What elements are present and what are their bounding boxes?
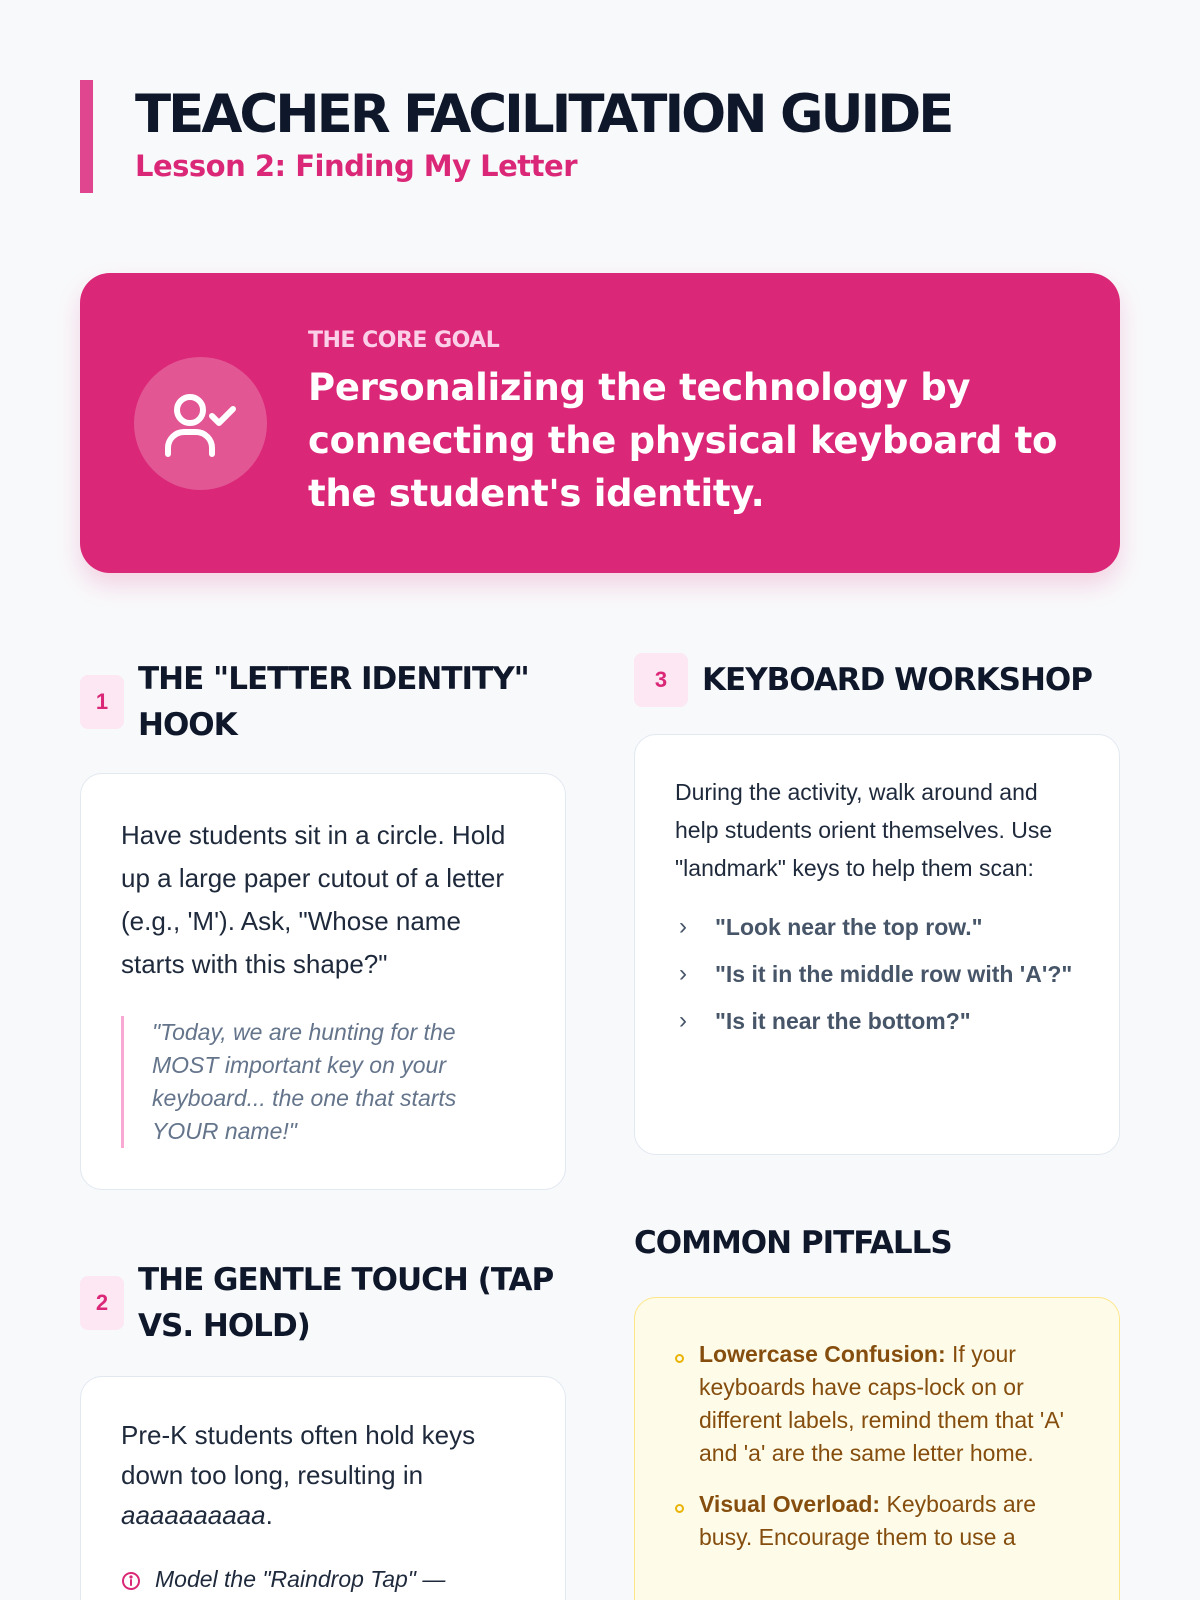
section-1-header bbox=[80, 656, 570, 748]
list-item bbox=[675, 1005, 1079, 1037]
core-goal-label: THE CORE GOAL bbox=[308, 328, 500, 353]
user-check-icon bbox=[134, 357, 267, 490]
bullet-icon bbox=[675, 1488, 699, 1554]
pitfall-item bbox=[675, 1338, 1079, 1470]
body-suffix: . bbox=[265, 1500, 273, 1530]
section-quote: "Today, we are hunting for the MOST important key on your keyboard... the one that starts YOUR name!" bbox=[121, 1016, 525, 1148]
section-number-badge: 3 bbox=[634, 653, 688, 707]
core-goal-text: Personalizing the technology by connecting the physical keyboard to the student's identity. bbox=[308, 366, 1058, 515]
landmark-text: "Is it in the middle row with 'A'?" bbox=[715, 961, 1073, 987]
pitfall-item bbox=[675, 1488, 1079, 1554]
bullet-icon bbox=[675, 1338, 699, 1470]
list-item bbox=[675, 958, 1079, 990]
section-body: Have students sit in a circle. Hold up a large paper cutout of a letter (e.g., 'M'). Ask, "Whose name starts with this shape?" bbox=[121, 820, 506, 979]
landmark-text: "Look near the top row." bbox=[715, 914, 983, 940]
section-title: THE "LETTER IDENTITY" HOOK bbox=[138, 661, 529, 743]
section-3-card bbox=[634, 734, 1120, 1155]
section-3-header bbox=[634, 653, 1134, 707]
page-subtitle: Lesson 2: Finding My Letter bbox=[135, 149, 578, 183]
pitfalls-card bbox=[634, 1297, 1120, 1600]
info-circle-icon bbox=[121, 1563, 155, 1599]
pitfall-label: Visual Overload: bbox=[699, 1491, 881, 1517]
page-title: TEACHER FACILITATION GUIDE bbox=[135, 84, 952, 145]
section-2-card bbox=[80, 1376, 566, 1600]
list-item bbox=[675, 911, 1079, 943]
section-number-badge: 1 bbox=[80, 675, 124, 729]
chevron-right-icon: › bbox=[679, 960, 687, 987]
tip-text: Model the "Raindrop Tap" — bbox=[155, 1566, 446, 1592]
body-text: Pre-K students often hold keys down too long, resulting in bbox=[121, 1420, 476, 1490]
pitfall-text: If your keyboards have caps-lock on or different labels, remind them that 'A' and 'a' are the same letter home. bbox=[699, 1341, 1065, 1466]
body-emphasis: aaaaaaaaaa bbox=[121, 1500, 266, 1530]
section-tip bbox=[121, 1563, 525, 1599]
chevron-right-icon: › bbox=[679, 913, 687, 940]
section-title: KEYBOARD WORKSHOP bbox=[702, 662, 1092, 698]
section-title: THE GENTLE TOUCH (TAP VS. HOLD) bbox=[138, 1262, 554, 1344]
section-body: During the activity, walk around and help students orient themselves. Use "landmark" keys to help them scan: bbox=[675, 779, 1053, 881]
section-2-header bbox=[80, 1257, 570, 1349]
pitfalls-title: COMMON PITFALLS bbox=[634, 1225, 952, 1261]
pitfall-text: Keyboards are busy. Encourage them to use a bbox=[699, 1491, 1037, 1550]
chevron-right-icon: › bbox=[679, 1007, 687, 1034]
section-number-badge: 2 bbox=[80, 1276, 124, 1330]
page-header bbox=[80, 80, 951, 193]
landmark-text: "Is it near the bottom?" bbox=[715, 1008, 971, 1034]
pitfall-label: Lowercase Confusion: bbox=[699, 1341, 946, 1367]
core-goal-card bbox=[80, 273, 1120, 573]
section-1-card bbox=[80, 773, 566, 1190]
section-body bbox=[121, 1415, 525, 1535]
landmark-list bbox=[675, 911, 1079, 1037]
